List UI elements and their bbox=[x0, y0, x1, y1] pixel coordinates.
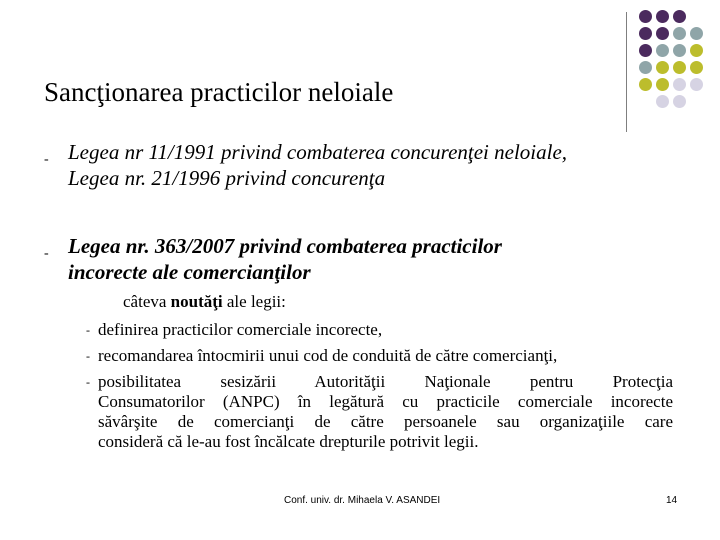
decorative-dot bbox=[656, 10, 669, 23]
news-lead bbox=[123, 292, 286, 312]
decorative-dot bbox=[690, 44, 703, 57]
sub-item-3-line-2: Consumatorilor (ANPC) în legătură cu practicile comerciale incorecte bbox=[98, 392, 673, 411]
decorative-dot bbox=[656, 27, 669, 40]
sub-bullet-dash-3: - bbox=[86, 375, 90, 389]
decorative-dot bbox=[690, 10, 703, 23]
sub-item-2: recomandarea întocmirii unui cod de conduită de către comercianţi, bbox=[98, 346, 558, 365]
sub-item-1: definirea practicilor comerciale incorecte, bbox=[98, 320, 383, 339]
decorative-dot bbox=[673, 44, 686, 57]
sub-item-3-line-3: săvârşite de comercianţi de către persoanele sau organizaţiile care bbox=[98, 412, 673, 431]
decorative-dot bbox=[673, 27, 686, 40]
sub-item-3-line-1: posibilitatea sesizării Autorităţii Naţionale pentru Protecţia bbox=[98, 372, 673, 391]
slide-title: Sancţionarea practicilor neloiale bbox=[44, 77, 394, 107]
decorative-dot bbox=[690, 95, 703, 108]
decorative-dot bbox=[673, 95, 686, 108]
law-item-1-line-1: Legea nr 11/1991 privind combaterea concurenţei neloiale, bbox=[68, 140, 568, 164]
sub-bullet-dash-2: - bbox=[86, 349, 90, 363]
news-lead-prefix: câteva bbox=[123, 292, 171, 311]
decorative-dot-grid bbox=[639, 10, 703, 108]
decorative-dot bbox=[639, 78, 652, 91]
law-item-2-line-1: Legea nr. 363/2007 privind combaterea practicilor bbox=[68, 234, 502, 258]
decorative-dot bbox=[690, 27, 703, 40]
decorative-dot bbox=[639, 44, 652, 57]
sub-item-3 bbox=[98, 372, 673, 452]
decorative-dot bbox=[673, 10, 686, 23]
decorative-dot bbox=[656, 78, 669, 91]
footer-author: Conf. univ. dr. Mihaela V. ASANDEI bbox=[284, 495, 441, 506]
sub-item-3-line-4: consideră că le-au fost încălcate drepturile potrivit legii. bbox=[98, 432, 479, 451]
law-item-1-line-2: Legea nr. 21/1996 privind concurenţa bbox=[68, 166, 386, 190]
bullet-dash-1: - bbox=[44, 152, 49, 167]
decorative-dot bbox=[639, 10, 652, 23]
page-number: 14 bbox=[666, 495, 678, 506]
law-item-2-line-2: incorecte ale comercianţilor bbox=[68, 260, 311, 284]
decorative-dot bbox=[639, 61, 652, 74]
bullet-dash-2: - bbox=[44, 246, 49, 261]
sub-bullet-dash-1: - bbox=[86, 323, 90, 337]
decorative-dot bbox=[639, 95, 652, 108]
news-lead-emphasis: noutăţi bbox=[170, 292, 223, 311]
decorative-dot bbox=[690, 61, 703, 74]
title-divider-line bbox=[626, 12, 627, 132]
decorative-dot bbox=[673, 61, 686, 74]
decorative-dot bbox=[639, 27, 652, 40]
decorative-dot bbox=[690, 78, 703, 91]
decorative-dot bbox=[656, 44, 669, 57]
decorative-dot bbox=[673, 78, 686, 91]
decorative-dot bbox=[656, 95, 669, 108]
decorative-dot bbox=[656, 61, 669, 74]
news-lead-suffix: ale legii: bbox=[222, 292, 286, 311]
